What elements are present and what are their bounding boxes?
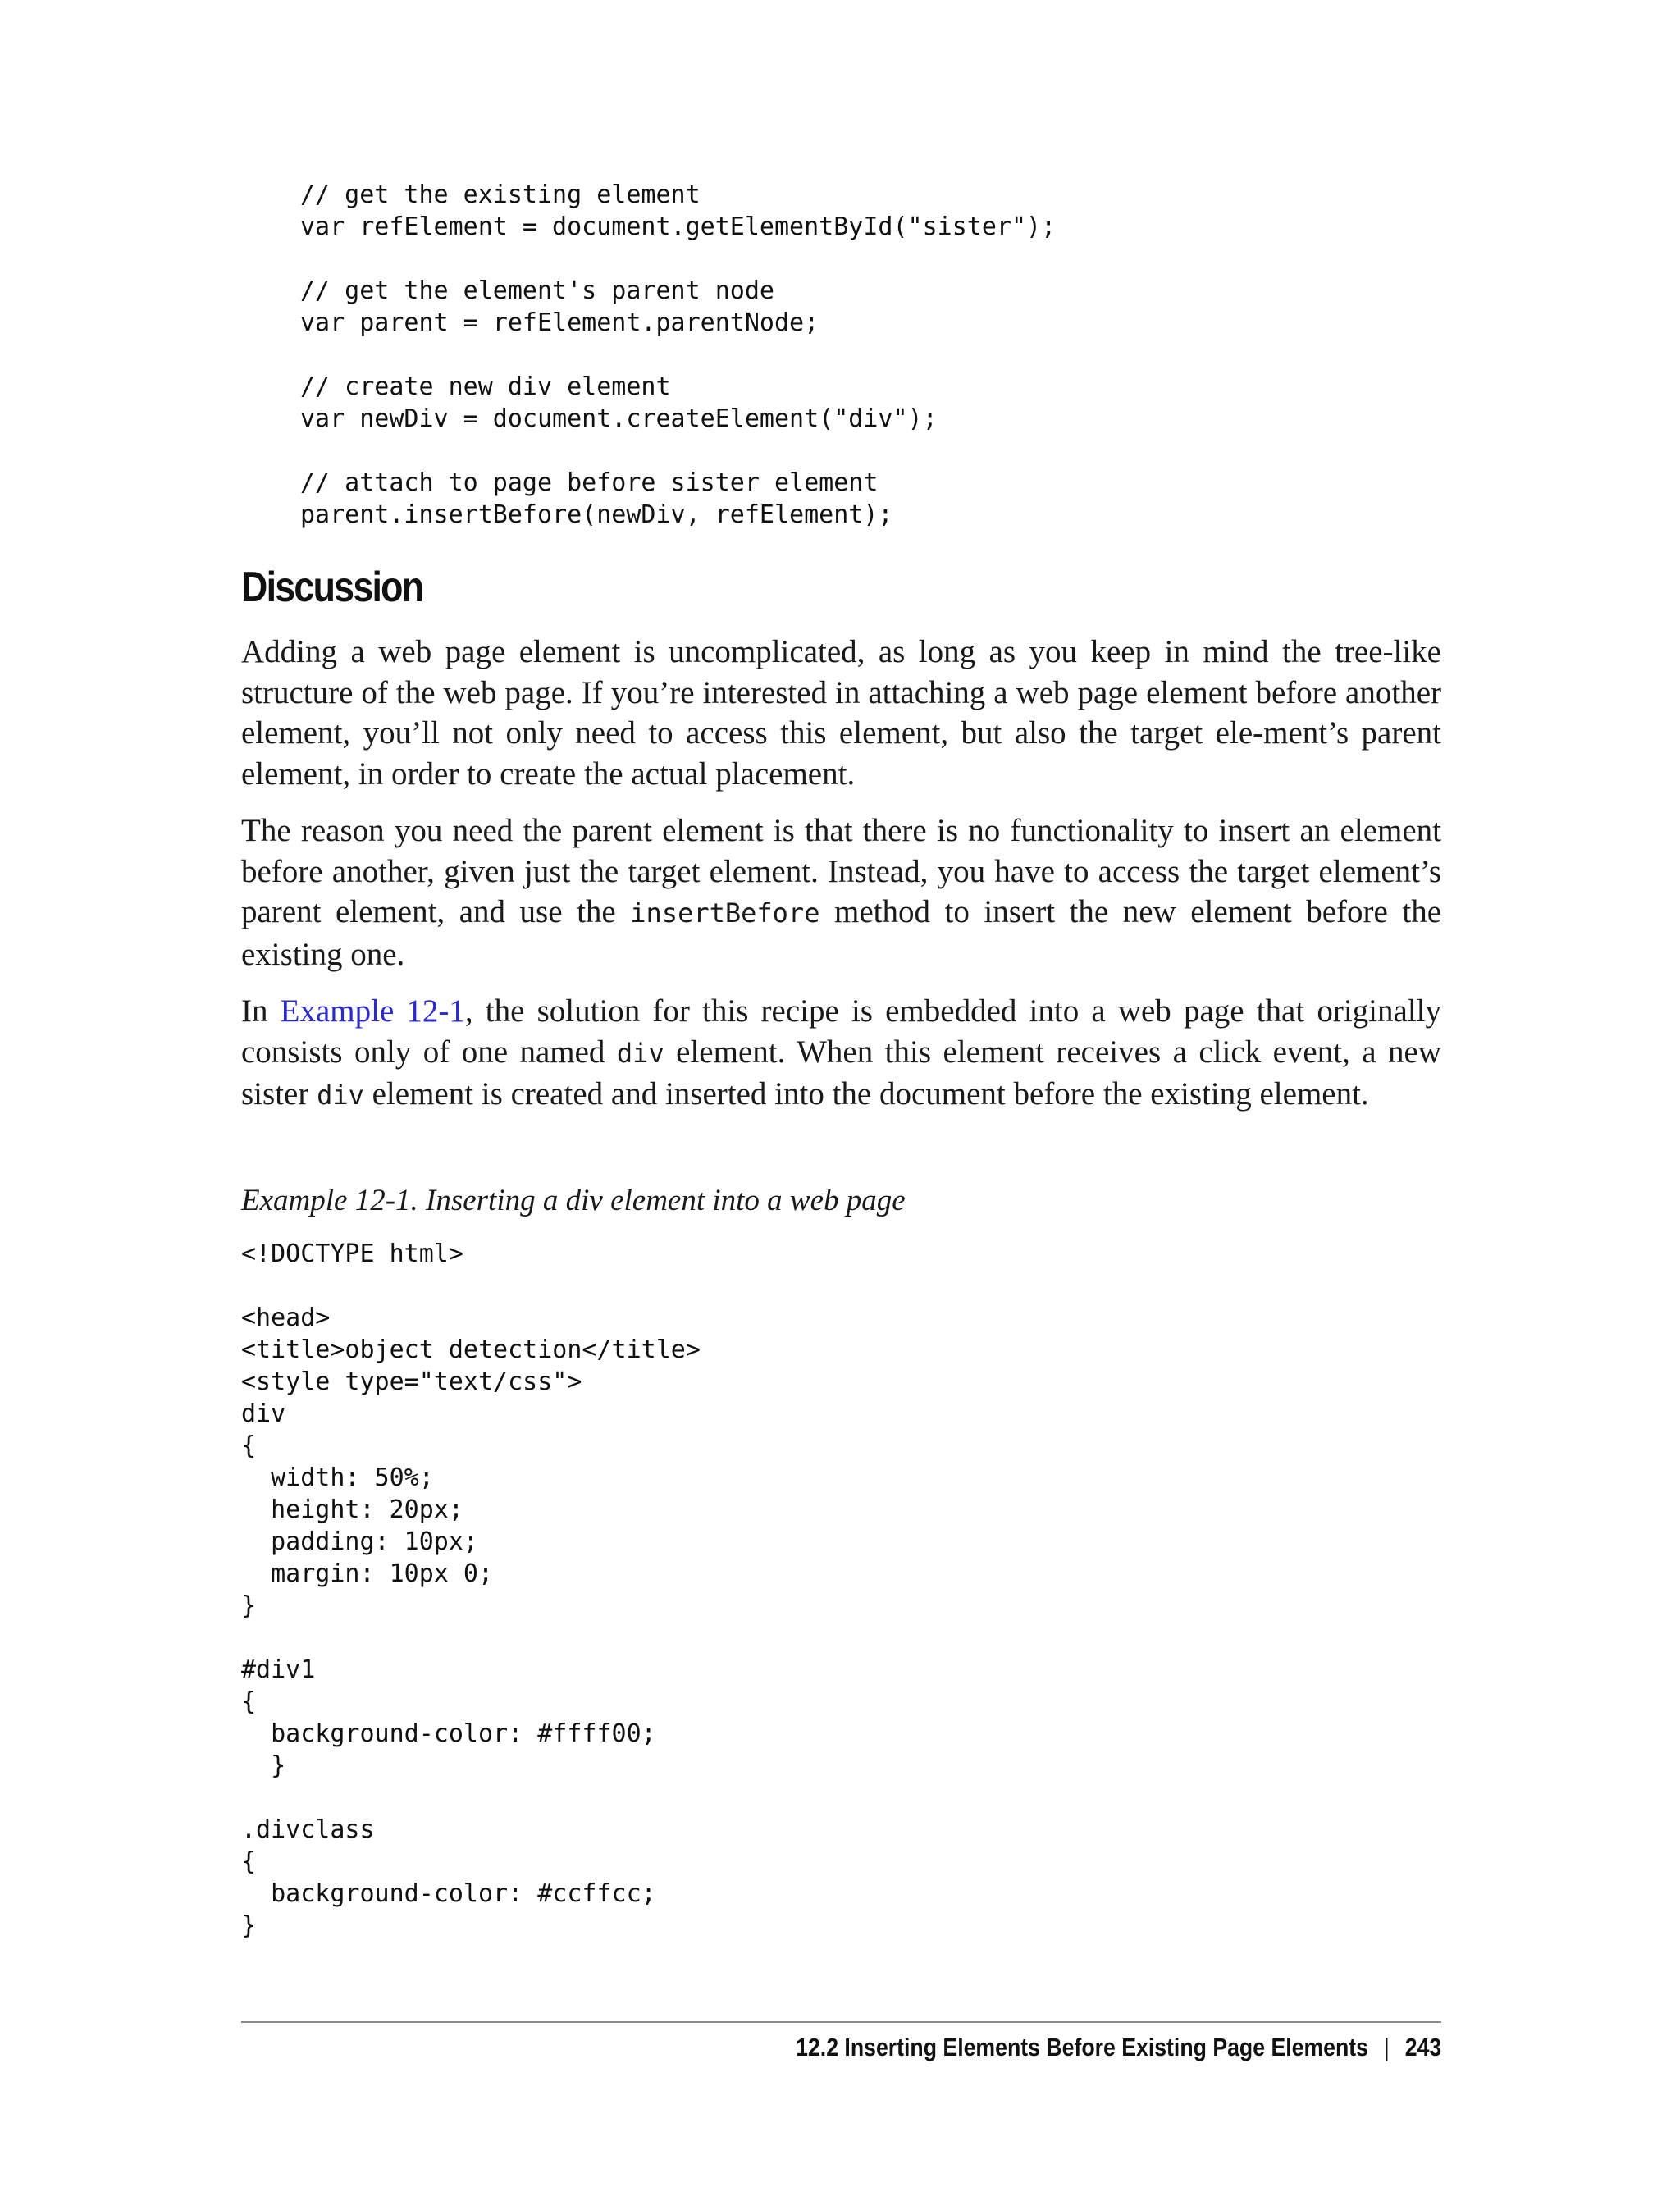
paragraph-3-text-a: In	[241, 993, 281, 1029]
paragraph-2	[241, 810, 1441, 975]
example-12-1-link[interactable]: Example 12-1	[280, 993, 465, 1029]
discussion-body	[241, 632, 1441, 1116]
paragraph-1: Adding a web page element is uncomplicated, as long as you keep in mind the tree-like structure of the web page. If you’re interested in attaching a web page element before another element, you’ll not only need to access this element, but also the target ele-ment’s parent element, in order to create the actual placement.	[241, 634, 1441, 792]
page-number: 243	[1404, 2033, 1441, 2061]
paragraph-3	[241, 991, 1441, 1116]
inline-code-div: div	[616, 1037, 664, 1069]
inline-code-div-2: div	[317, 1080, 364, 1111]
paragraph-3-text-d: element is created and inserted into the document before the existing element.	[363, 1076, 1369, 1112]
inline-code-insertbefore: insertBefore	[630, 897, 820, 929]
paragraph-3-text-c: element. When this element receives a click event, a new sister	[241, 1034, 1442, 1112]
page-footer	[796, 2033, 1441, 2062]
code-block-solution: // get the existing element var refElement = document.getElementById("sister"); // get the element's parent node var parent = refElement.parentNode; // create new div element var newDiv = document.createElement("div"); // attach to page before sister element parent.insertBefore(newDiv, refElement);	[300, 180, 1057, 529]
footer-section-title: 12.2 Inserting Elements Before Existing Page Elements	[795, 2033, 1368, 2061]
example-caption: Example 12-1. Inserting a div element into a web page	[241, 1184, 906, 1217]
paragraph-2-text-a: The reason you need the parent element is that there is no functionality to insert an element before another, given just the target element. Instead, you have to access the target element’s parent element, and use the	[241, 813, 1441, 929]
code-block-example: <!DOCTYPE html> <head> <title>object detection</title> <style type="text/css"> div { width: 50%; height: 20px; padding: 10px; margin: 10px 0; } #div1 { background-color: #ffff00; } .divclass { background-color: #ccffcc; }	[241, 1239, 701, 1940]
footer-separator: |	[1383, 2033, 1390, 2061]
paragraph-3-text-b: , the solution for this recipe is embedded into a web page that originally consists only of one named	[241, 993, 1441, 1070]
book-page	[241, 0, 1441, 2205]
footer-rule	[241, 2021, 1441, 2023]
paragraph-2-text-b: method to insert the new element before the existing one.	[241, 894, 1442, 972]
section-heading: Discussion	[241, 564, 423, 611]
